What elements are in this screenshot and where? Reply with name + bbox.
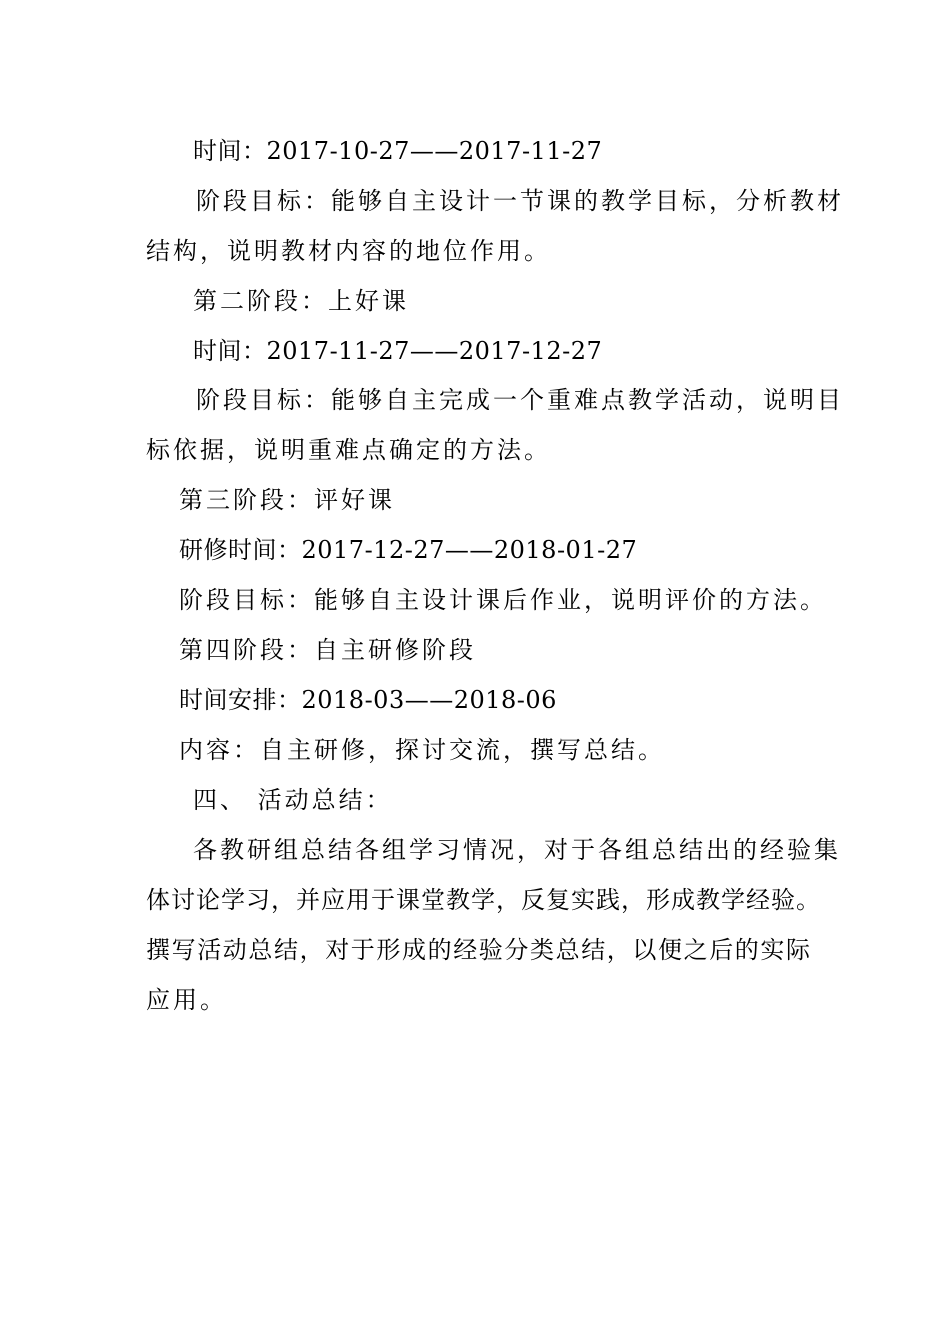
stage3-goal: 阶段目标：能够自主设计课后作业，说明评价的方法。 [179, 586, 827, 614]
stage4-time: 时间安排：2018-03——2018-06 [179, 686, 557, 714]
section-four-heading: 四、 活动总结： [193, 786, 393, 814]
stage4-heading: 第四阶段：自主研修阶段 [179, 636, 476, 664]
stage4-content: 内容：自主研修，探讨交流，撰写总结。 [179, 736, 665, 764]
summary-line3: 撰写活动总结，对于形成的经验分类总结，以便之后的实际 [146, 936, 812, 964]
summary-line2: 体讨论学习，并应用于课堂教学，反复实践，形成教学经验。 [146, 886, 821, 914]
stage1-goal-line1: 阶段目标：能够自主设计一节课的教学目标，分析教材 [196, 187, 844, 215]
stage3-time: 研修时间：2017-12-27——2018-01-27 [179, 536, 638, 564]
stage3-heading: 第三阶段：评好课 [179, 486, 395, 514]
summary-line4: 应用。 [146, 986, 227, 1014]
stage2-heading: 第二阶段：上好课 [193, 287, 409, 315]
stage2-time: 时间：2017-11-27——2017-12-27 [193, 337, 603, 365]
stage2-goal-line2: 标依据，说明重难点确定的方法。 [146, 436, 551, 464]
summary-line1: 各教研组总结各组学习情况，对于各组总结出的经验集 [193, 836, 841, 864]
stage1-goal-line2: 结构，说明教材内容的地位作用。 [146, 237, 551, 265]
stage2-goal-line1: 阶段目标：能够自主完成一个重难点教学活动，说明目 [196, 386, 844, 414]
stage1-time: 时间：2017-10-27——2017-11-27 [193, 137, 603, 165]
